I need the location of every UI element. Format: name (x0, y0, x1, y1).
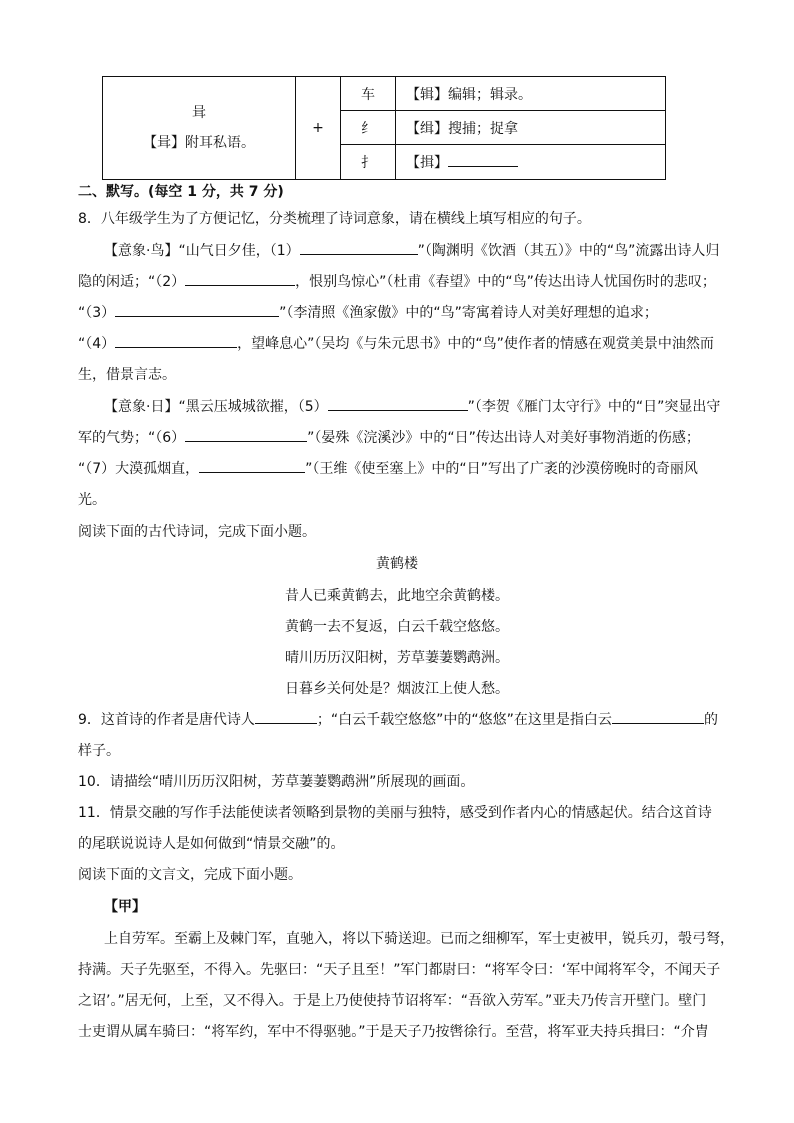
question-11-line-1: 11．情景交融的写作手法能使读者领略到景物的美丽与独特，感受到作者内心的情感起伏。结合这首诗 (78, 805, 712, 821)
prose-reading-intro: 阅读下面的文言文，完成下面小题。 (78, 867, 302, 883)
definition-cell (396, 145, 666, 180)
question-8-stem: 8．八年级学生为了方便记忆，分类梳理了诗词意象，请在横线上填写相应的句子。 (78, 211, 591, 227)
radical-cell: 纟 (341, 111, 396, 145)
radical-cell: 车 (341, 77, 396, 111)
definition-cell: 【辑】编辑；辑录。 (396, 77, 666, 111)
q8-bird-line-3: “（3） ”（李清照《渔家傲》中的“鸟”寄寓着诗人对美好理想的追求； (78, 302, 658, 322)
q8-sun-line-4: 光。 (78, 492, 106, 508)
question-11-line-2: 的尾联说说诗人是如何做到“情景交融”的。 (78, 836, 345, 852)
poem-line: 日暮乡关何处是？烟波江上使人愁。 (285, 681, 509, 697)
q8-sun-line-1: 【意象·日】“黑云压城城欲摧，（5） ”（李贺《雁门太守行》中的“日”突显出守 (104, 396, 720, 416)
question-9-cont: 样子。 (78, 743, 120, 759)
poem-line: 昔人已乘黄鹤去，此地空余黄鹤楼。 (285, 588, 509, 604)
definition-text: 【揖】 (406, 155, 448, 171)
answer-blank[interactable] (448, 152, 518, 167)
q8-sun-line-3: “（7）大漠孤烟直， ”（王维《使至塞上》中的“日”写出了广袤的沙漠傍晚时的奇丽风 (78, 458, 698, 478)
character-table (102, 76, 666, 180)
q8-bird-line-4: “（4） ，望峰息心”（吴均《与朱元思书》中的“鸟”使作者的情感在观赏美景中油然而 (78, 333, 714, 353)
q8-bird-line-2: 隐的闲适；“（2） ，恨别鸟惊心”（杜甫《春望》中的“鸟”传达出诗人忧国伤时的悲叹； (78, 271, 716, 291)
answer-blank[interactable] (115, 302, 279, 317)
answer-blank[interactable] (612, 709, 704, 724)
poem-title: 黄鹤楼 (376, 556, 418, 572)
poem-line: 晴川历历汉阳树，芳草萋萋鹦鹉洲。 (285, 650, 509, 666)
plus-sign: + (296, 77, 341, 180)
answer-blank[interactable] (185, 271, 295, 286)
section-title: 二、默写。(每空 1 分，共 7 分) (78, 184, 284, 200)
answer-blank[interactable] (115, 333, 237, 348)
passage-label-jia: 【甲】 (104, 899, 146, 915)
prose-line: 持满。天子先驱至，不得入。先驱曰：“天子且至！”军门都尉曰：“将军令曰：‘军中闻将军令，不闻天子 (78, 962, 721, 978)
question-9: 9．这首诗的作者是唐代诗人 ；“白云千载空悠悠”中的“悠悠”在这里是指白云 的 (78, 709, 718, 729)
q8-bird-line-5: 生，借景言志。 (78, 367, 176, 383)
poem-reading-intro: 阅读下面的古代诗词，完成下面小题。 (78, 524, 316, 540)
question-10: 10．请描绘“晴川历历汉阳树，芳草萋萋鹦鹉洲”所展现的画面。 (78, 774, 475, 790)
prose-line: 士吏谓从属车骑曰：“将军约，军中不得驱驰。”于是天子乃按辔徐行。至营，将军亚夫持兵揖曰：“介胄 (78, 1024, 709, 1040)
q8-bird-line-1: 【意象·鸟】“山气日夕佳，（1） ”（陶渊明《饮酒（其五）》中的“鸟”流露出诗人归 (104, 240, 719, 260)
main-char-definition: 【咠】附耳私语。 (143, 135, 255, 151)
definition-cell: 【缉】搜捕；捉拿 (396, 111, 666, 145)
main-char-cell (103, 77, 296, 180)
answer-blank[interactable] (185, 427, 307, 442)
main-char: 咠 (192, 105, 206, 121)
answer-blank[interactable] (328, 396, 468, 411)
poem-line: 黄鹤一去不复返，白云千载空悠悠。 (285, 619, 509, 635)
prose-line: 之诏’。”居无何，上至，又不得入。于是上乃使使持节诏将军：“吾欲入劳军。”亚夫乃传言开壁门。壁门 (78, 993, 707, 1009)
q8-sun-line-2: 军的气势；“（6） ”（晏殊《浣溪沙》中的“日”传达出诗人对美好事物消逝的伤感； (78, 427, 700, 447)
answer-blank[interactable] (255, 709, 317, 724)
radical-cell: 扌 (341, 145, 396, 180)
answer-blank[interactable] (300, 240, 418, 255)
prose-line: 上自劳军。至霸上及棘门军，直驰入，将以下骑送迎。已而之细柳军，军士吏被甲，锐兵刃，彀弓弩， (104, 931, 734, 947)
answer-blank[interactable] (199, 458, 305, 473)
